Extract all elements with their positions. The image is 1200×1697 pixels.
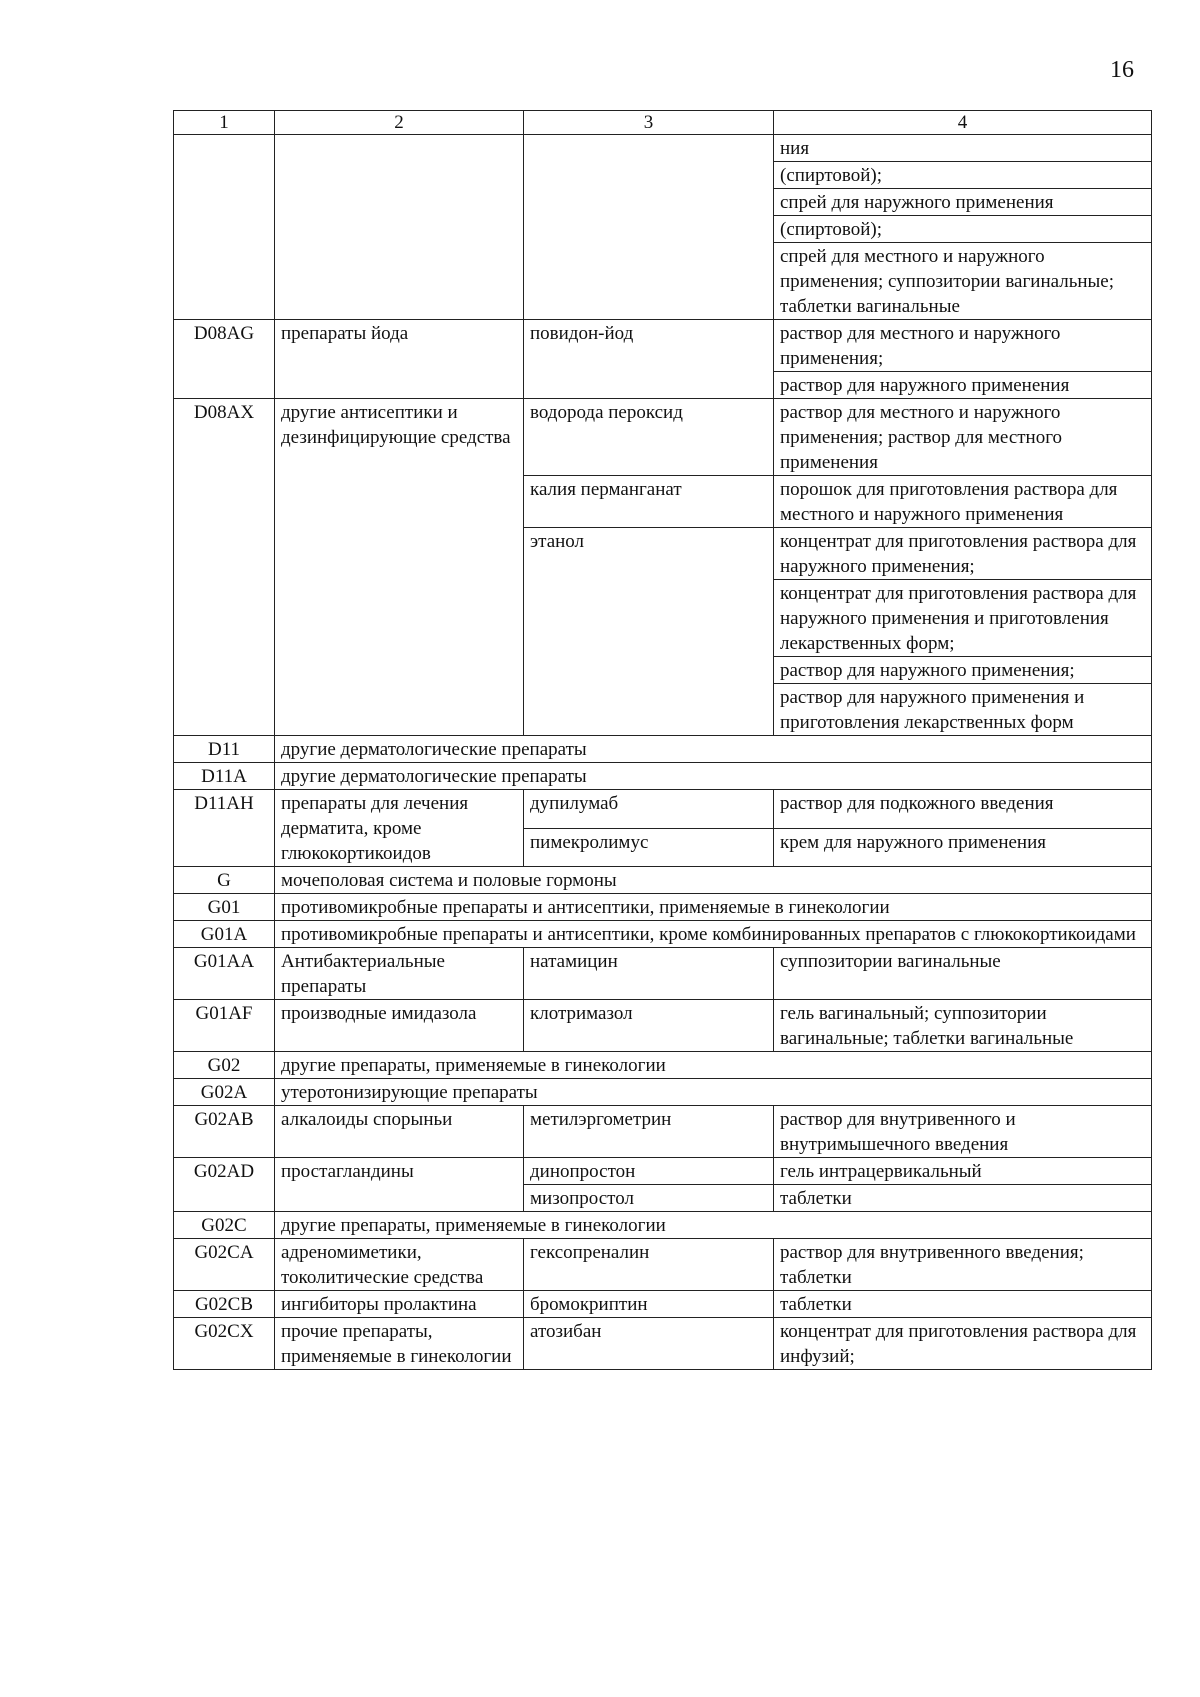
dosage-form: раствор для подкожного введения [780, 793, 1054, 814]
atc-code: G01 [174, 894, 275, 921]
atc-code: G [174, 867, 275, 894]
group-name: Антибактериальные препараты [275, 948, 524, 1000]
atc-code: G02A [174, 1079, 275, 1106]
dosage-form: раствор для местного и наружного применения; [774, 320, 1151, 372]
group-name: противомикробные препараты и антисептики, применяемые в гинекологии [275, 894, 1152, 921]
table-row [174, 736, 1152, 763]
dosage-form: порошок для приготовления раствора для местного и наружного применения [780, 479, 1118, 525]
dosage-form: гель вагинальный; суппозитории вагинальные; таблетки вагинальные [780, 1003, 1074, 1049]
substance-name: дупилумаб [524, 790, 774, 829]
substance-name: динопростон [524, 1158, 774, 1185]
table-row [174, 763, 1152, 790]
group-name: мочеполовая система и половые гормоны [275, 867, 1152, 894]
dosage-form: раствор для наружного применения и приготовления лекарственных форм [780, 687, 1085, 733]
table-row [174, 921, 1152, 948]
dosage-forms-cell [774, 320, 1152, 399]
dosage-form: концентрат для приготовления раствора для наружного применения и приготовления лекарственных форм; [774, 580, 1151, 657]
table-row [174, 1079, 1152, 1106]
table-row [174, 1158, 1152, 1185]
substance-name: клотримазол [524, 1000, 774, 1052]
dosage-form: гель интрацервикальный [780, 1161, 982, 1182]
table-row [174, 948, 1152, 1000]
dosage-forms-cell [774, 1318, 1152, 1370]
group-name: производные имидазола [275, 1000, 524, 1052]
dosage-form: раствор для наружного применения [780, 375, 1070, 396]
header-col-1: 1 [174, 111, 275, 135]
substance-name: калия перманганат [524, 476, 774, 528]
substance-name [524, 135, 774, 320]
atc-code: D11A [174, 763, 275, 790]
group-name: ингибиторы пролактина [275, 1291, 524, 1318]
dosage-form: спрей для местного и наружного применения; суппозитории вагинальные; таблетки вагинальные [780, 246, 1115, 317]
header-col-4: 4 [774, 111, 1152, 135]
dosage-form: таблетки [780, 1188, 852, 1209]
group-name: препараты йода [275, 320, 524, 399]
dosage-form: концентрат для приготовления раствора для инфузий; [780, 1321, 1137, 1367]
substance-name: повидон-йод [524, 320, 774, 399]
group-name: алкалоиды спорыньи [275, 1106, 524, 1158]
table-row [174, 790, 1152, 829]
dosage-form: спрей для наружного применения [774, 189, 1151, 216]
group-name: препараты для лечения дерматита, кроме глюкокортикоидов [275, 790, 524, 867]
atc-code: D11 [174, 736, 275, 763]
group-name: другие дерматологические препараты [275, 763, 1152, 790]
table-row [174, 1212, 1152, 1239]
substance-name: натамицин [524, 948, 774, 1000]
dosage-forms-cell [774, 1106, 1152, 1158]
table-row [174, 1291, 1152, 1318]
substance-name: атозибан [524, 1318, 774, 1370]
atc-code: G02CB [174, 1291, 275, 1318]
dosage-forms-cell [774, 828, 1152, 867]
dosage-form: (спиртовой); [774, 162, 1151, 189]
table-row [174, 1239, 1152, 1291]
atc-code: D08AX [174, 399, 275, 736]
table-row [174, 867, 1152, 894]
dosage-forms-cell [774, 1000, 1152, 1052]
atc-code: G02CA [174, 1239, 275, 1291]
dosage-forms-cell [774, 1158, 1152, 1185]
group-name: простагландины [275, 1158, 524, 1212]
dosage-forms-cell [774, 790, 1152, 829]
header-col-2: 2 [275, 111, 524, 135]
dosage-forms-cell [774, 399, 1152, 476]
group-name: прочие препараты, применяемые в гинекологии [275, 1318, 524, 1370]
page-number: 16 [1110, 57, 1134, 83]
dosage-form: суппозитории вагинальные [780, 951, 1001, 972]
atc-code: G02AD [174, 1158, 275, 1212]
group-name: другие антисептики и дезинфицирующие средства [275, 399, 524, 736]
atc-code: G02 [174, 1052, 275, 1079]
table-row [174, 1106, 1152, 1158]
table-row [174, 320, 1152, 399]
dosage-form: раствор для наружного применения; [774, 657, 1151, 684]
dosage-forms-cell [774, 476, 1152, 528]
dosage-forms-cell [774, 135, 1152, 320]
substance-name: этанол [524, 528, 774, 736]
table-row [174, 1052, 1152, 1079]
dosage-form: концентрат для приготовления раствора для наружного применения; [774, 528, 1151, 580]
table-row [174, 399, 1152, 476]
dosage-form: раствор для местного и наружного применения; раствор для местного применения [780, 402, 1063, 473]
dosage-forms-cell [774, 948, 1152, 1000]
group-name: противомикробные препараты и антисептики, кроме комбинированных препаратов с глюкокортикоидами [275, 921, 1152, 948]
substance-name: пимекролимус [524, 828, 774, 867]
dosage-form: ния [774, 135, 1151, 162]
table-row [174, 894, 1152, 921]
substance-name: бромокриптин [524, 1291, 774, 1318]
group-name: другие дерматологические препараты [275, 736, 1152, 763]
header-col-3: 3 [524, 111, 774, 135]
atc-code: D11AH [174, 790, 275, 867]
dosage-form: (спиртовой); [774, 216, 1151, 243]
dosage-forms-cell [774, 528, 1152, 736]
atc-code: G02AB [174, 1106, 275, 1158]
atc-code: G01A [174, 921, 275, 948]
table-header-row [174, 111, 1152, 135]
dosage-forms-cell [774, 1185, 1152, 1212]
group-name: другие препараты, применяемые в гинекологии [275, 1052, 1152, 1079]
substance-name: водорода пероксид [524, 399, 774, 476]
table-row [174, 135, 1152, 320]
atc-code: D08AG [174, 320, 275, 399]
atc-code [174, 135, 275, 320]
substance-name: метилэргометрин [524, 1106, 774, 1158]
dosage-forms-cell [774, 1239, 1152, 1291]
atc-code: G02CX [174, 1318, 275, 1370]
dosage-form: крем для наружного применения [780, 831, 1047, 853]
atc-code: G01AF [174, 1000, 275, 1052]
dosage-form: раствор для внутривенного введения; таблетки [780, 1242, 1084, 1288]
dosage-form: таблетки [780, 1294, 852, 1315]
group-name: утеротонизирующие препараты [275, 1079, 1152, 1106]
group-name: другие препараты, применяемые в гинекологии [275, 1212, 1152, 1239]
dosage-form: раствор для внутривенного и внутримышечного введения [780, 1109, 1016, 1155]
atc-code: G02C [174, 1212, 275, 1239]
table-row [174, 1000, 1152, 1052]
drug-table-body [174, 111, 1152, 1370]
group-name: адреномиметики, токолитические средства [275, 1239, 524, 1291]
table-row [174, 1318, 1152, 1370]
dosage-forms-cell [774, 1291, 1152, 1318]
group-name [275, 135, 524, 320]
substance-name: мизопростол [524, 1185, 774, 1212]
drug-table [173, 110, 1152, 1370]
atc-code: G01AA [174, 948, 275, 1000]
substance-name: гексопреналин [524, 1239, 774, 1291]
